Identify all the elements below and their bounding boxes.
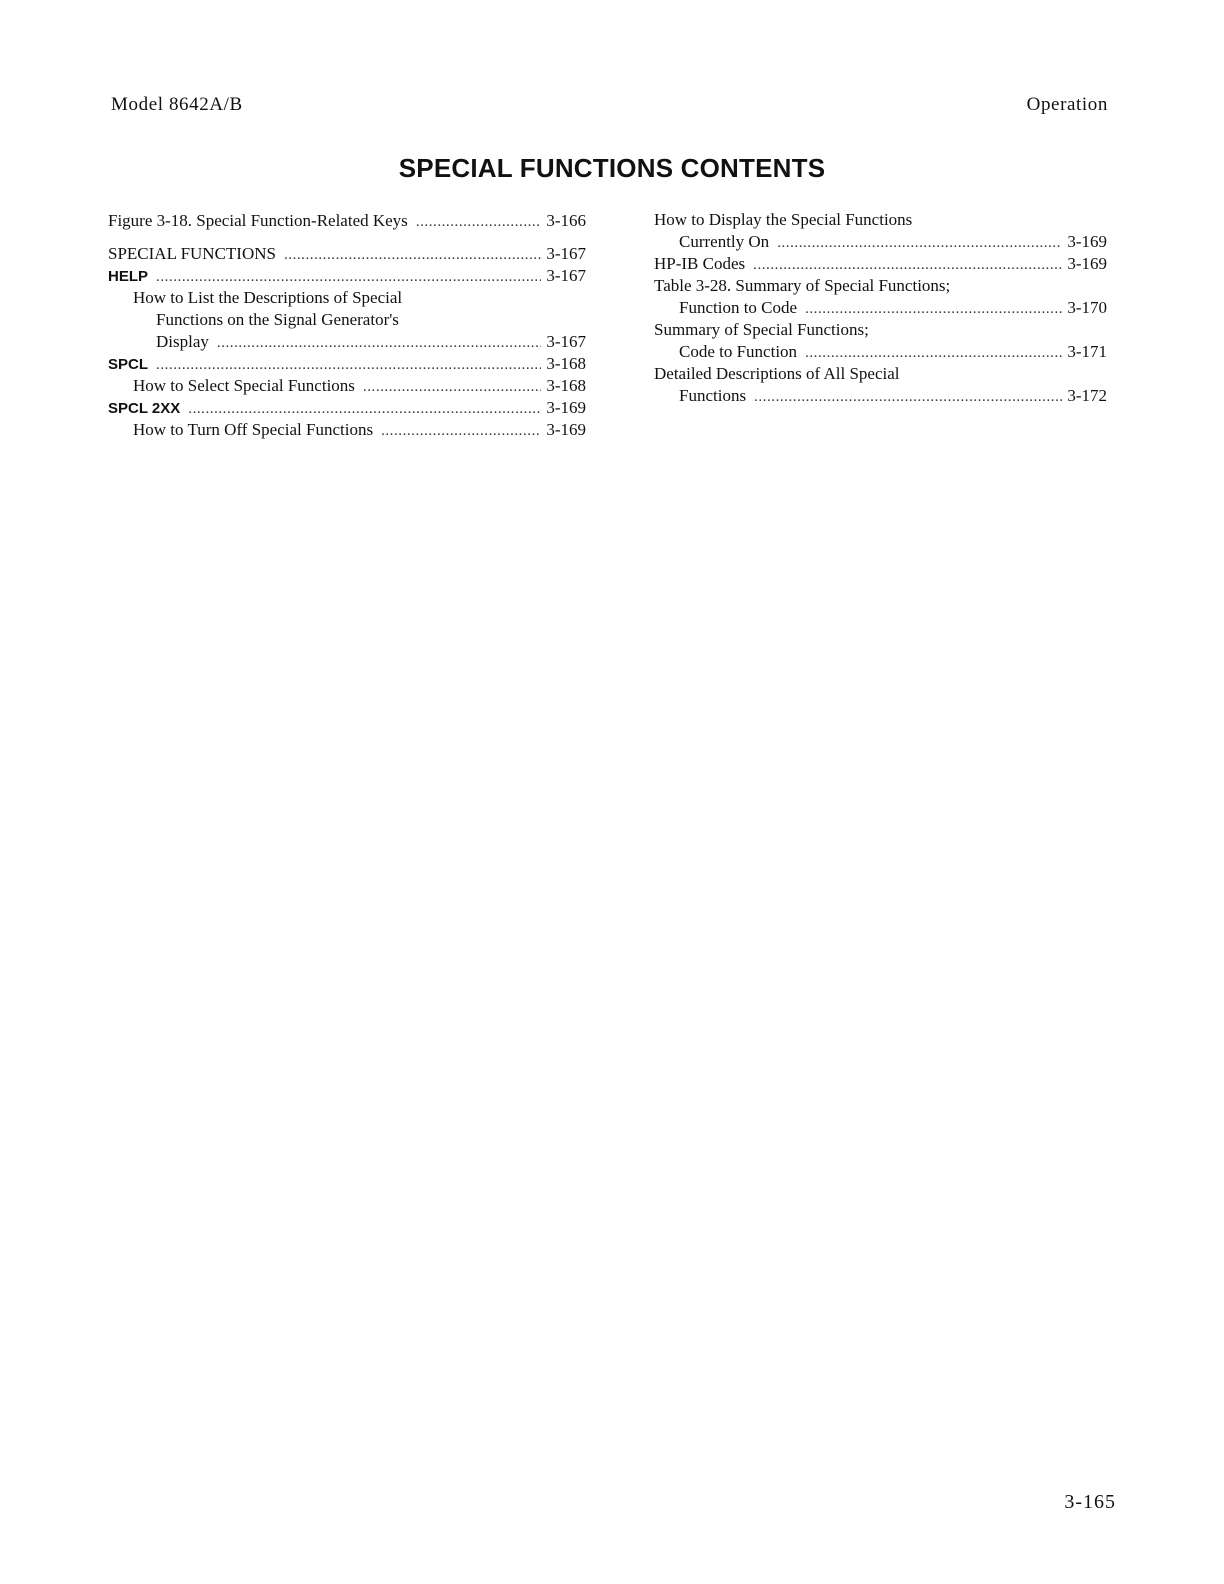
toc-entry-page: 3-172: [1067, 386, 1107, 405]
toc-entry-label: Summary of Special Functions;: [654, 320, 869, 339]
toc-entry[interactable]: [654, 363, 1107, 385]
toc-entry-label: Functions on the Signal Generator's: [156, 310, 399, 329]
toc-entry-page: 3-166: [546, 211, 586, 230]
toc-entry-label: How to List the Descriptions of Special: [133, 288, 403, 307]
toc-entry[interactable]: [108, 309, 586, 331]
toc-entry-label: SPECIAL FUNCTIONS: [108, 244, 276, 263]
toc-entry-page: 3-168: [546, 376, 586, 395]
toc-entry-page: 3-167: [546, 266, 586, 285]
toc-entry[interactable]: [108, 397, 586, 419]
toc-entry-label: SPCL: [108, 356, 149, 373]
toc-entry[interactable]: [108, 331, 586, 353]
toc-entry-label: Currently On: [679, 232, 770, 251]
toc-entry[interactable]: [654, 341, 1107, 363]
toc-entry[interactable]: [108, 419, 586, 441]
toc-entry-label: Figure 3-18. Special Function-Related Keys: [108, 211, 408, 230]
toc-entry-page: 3-169: [546, 420, 586, 439]
toc-entry-page: 3-170: [1067, 298, 1107, 317]
toc-entry-label: SPCL 2XX: [108, 400, 181, 417]
toc-leader: [217, 332, 541, 354]
toc-entry-label: HP-IB Codes: [654, 254, 746, 273]
toc-leader: [156, 266, 541, 288]
toc-entry[interactable]: [108, 287, 586, 309]
toc-entry[interactable]: [654, 209, 1107, 231]
toc-leader: [363, 376, 541, 398]
toc-entry[interactable]: [654, 253, 1107, 275]
toc-leader: [753, 254, 1062, 276]
toc-entry-label: Function to Code: [679, 298, 798, 317]
toc-entry[interactable]: [108, 243, 586, 265]
header-model: Model 8642A/B: [111, 94, 243, 115]
toc-entry[interactable]: [654, 385, 1107, 407]
toc-entry-label: How to Turn Off Special Functions: [133, 420, 374, 439]
toc-entry-label: Code to Function: [679, 342, 798, 361]
toc-entry-label: Display: [156, 332, 209, 351]
toc-entry[interactable]: [654, 275, 1107, 297]
toc-leader: [754, 386, 1062, 408]
page-number: 3-165: [1064, 1491, 1116, 1513]
toc-entry-label: Table 3-28. Summary of Special Functions;: [654, 276, 951, 295]
toc-leader: [805, 342, 1062, 364]
toc-entry-label: How to Select Special Functions: [133, 376, 355, 395]
toc-entry-label: HELP: [108, 268, 149, 285]
toc-leader: [381, 420, 541, 442]
toc-entry[interactable]: [108, 375, 586, 397]
toc-entry[interactable]: [654, 319, 1107, 341]
toc-entry-label: Detailed Descriptions of All Special: [654, 364, 900, 383]
toc-entry[interactable]: [654, 297, 1107, 319]
toc-leader: [284, 244, 541, 266]
toc-leader: [805, 298, 1062, 320]
toc-entry-label: How to Display the Special Functions: [654, 210, 913, 229]
toc-entry-page: 3-167: [546, 332, 586, 351]
toc-entry-page: 3-169: [546, 398, 586, 417]
toc-leader: [777, 232, 1062, 254]
toc-entry-page: 3-167: [546, 244, 586, 263]
page-title: SPECIAL FUNCTIONS CONTENTS: [398, 153, 826, 183]
toc-leader: [156, 354, 541, 376]
toc-entry[interactable]: [108, 353, 586, 375]
toc-entry-page: 3-168: [546, 354, 586, 373]
toc-entry-label: Functions: [679, 386, 747, 405]
toc-entry-page: 3-171: [1067, 342, 1107, 361]
toc-entry[interactable]: [108, 210, 586, 232]
toc-entry[interactable]: [654, 231, 1107, 253]
toc-entry[interactable]: [108, 265, 586, 287]
toc-right-column: [654, 209, 1107, 407]
header-section: Operation: [1026, 94, 1108, 115]
toc-left-column: [108, 210, 586, 441]
toc-entry-page: 3-169: [1067, 254, 1107, 273]
toc-entry-page: 3-169: [1067, 232, 1107, 251]
toc-leader: [188, 398, 541, 420]
toc-leader: [416, 211, 542, 233]
